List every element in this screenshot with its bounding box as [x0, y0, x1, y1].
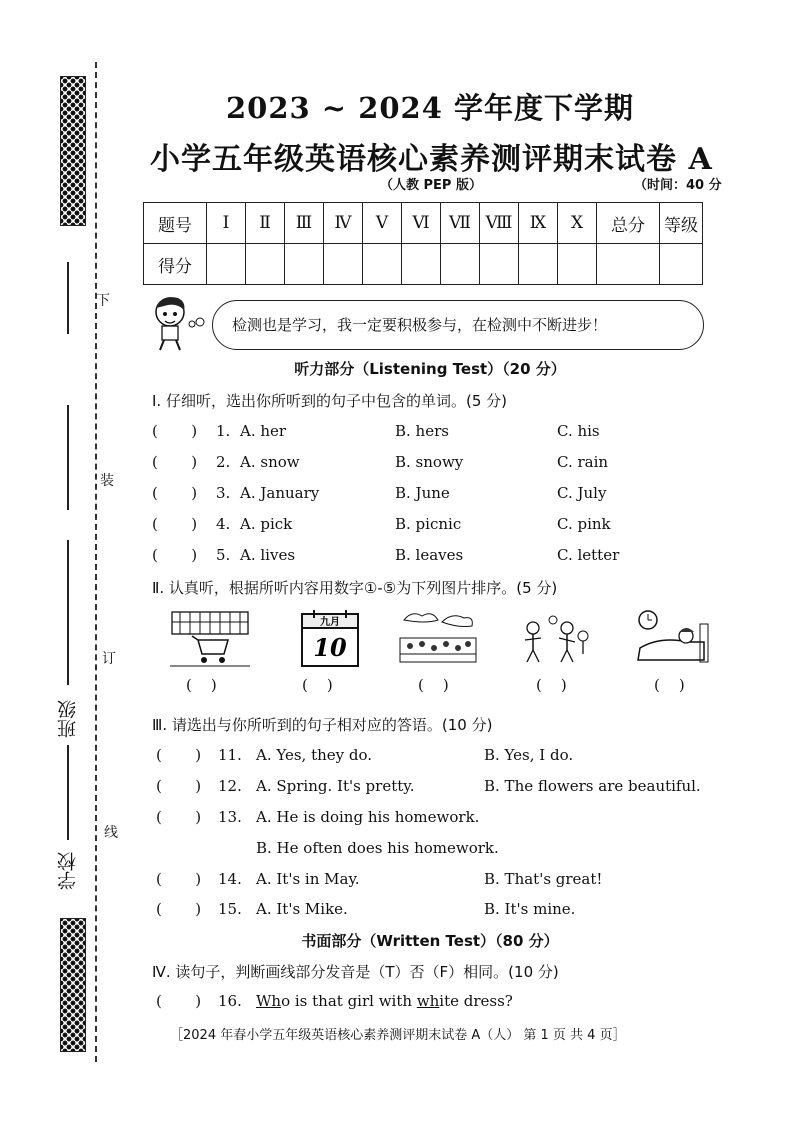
- picture-2-answer-blank[interactable]: ( ): [302, 676, 333, 694]
- option-c: C. his: [557, 422, 600, 440]
- score-cell[interactable]: [480, 244, 519, 285]
- exam-title: 小学五年级英语核心素养测评期末试卷 A: [150, 142, 713, 177]
- score-cell[interactable]: [246, 244, 285, 285]
- option-a: A. her: [240, 422, 287, 440]
- score-col: Ⅳ: [324, 203, 363, 244]
- score-col: Ⅰ: [207, 203, 246, 244]
- mascot-boy-illustration: [142, 292, 212, 354]
- answer-blank[interactable]: ( ): [152, 484, 198, 502]
- underlined-sound-2: wh: [416, 992, 440, 1010]
- option-c: C. rain: [557, 453, 609, 471]
- question-number: 12.: [218, 777, 242, 795]
- calendar-picture: [290, 608, 370, 668]
- calendar-month-text: 九月: [320, 617, 340, 628]
- part2-instructions: Ⅱ. 认真听，根据所听内容用数字①-⑤为下列图片排序。(5 分): [152, 579, 558, 597]
- option-a: A. pick: [240, 515, 293, 533]
- option-c: C. July: [557, 484, 607, 502]
- question-row: [152, 900, 712, 922]
- score-cell[interactable]: [597, 244, 660, 285]
- question-row: [152, 515, 712, 537]
- part1-instructions: Ⅰ. 仔细听，选出你所听到的句子中包含的单词。(5 分): [152, 392, 507, 410]
- score-cell[interactable]: [285, 244, 324, 285]
- answer-blank[interactable]: ( ): [152, 546, 198, 564]
- score-table-row1-label: 题号: [144, 203, 207, 244]
- edition-label: （人教 PEP 版）: [380, 178, 482, 193]
- answer-blank[interactable]: ( ): [156, 992, 202, 1010]
- answer-blank[interactable]: ( ): [156, 870, 202, 888]
- motto-text: 检测也是学习，我一定要积极参与，在检测中不断进步！: [232, 316, 608, 334]
- score-table-row2-label: 得分: [144, 244, 207, 285]
- score-col: Ⅶ: [441, 203, 480, 244]
- question-row: [152, 453, 712, 475]
- question-number: 1.: [216, 422, 231, 440]
- binding-char-ding: 订: [102, 651, 116, 667]
- written-section-title: 书面部分（Written Test）（80 分）: [301, 932, 559, 950]
- question-number: 2.: [216, 453, 231, 471]
- option-b: B. Yes, I do.: [484, 746, 574, 764]
- score-col: Ⅴ: [363, 203, 402, 244]
- score-col: Ⅵ: [402, 203, 441, 244]
- question-number: 15.: [218, 900, 242, 918]
- score-cell[interactable]: [558, 244, 597, 285]
- answer-blank[interactable]: ( ): [152, 515, 198, 533]
- part3-instructions: Ⅲ. 请选出与你所听到的句子相对应的答语。(10 分): [152, 716, 493, 734]
- picture-5-answer-blank[interactable]: ( ): [654, 676, 685, 694]
- option-a: A. It's in May.: [256, 870, 360, 888]
- question-row: [152, 546, 712, 568]
- option-c: C. letter: [557, 546, 620, 564]
- score-col-grade: 等级: [660, 203, 703, 244]
- score-col: Ⅸ: [519, 203, 558, 244]
- part4-instructions: Ⅳ. 读句子，判断画线部分发音是（T）否（F）相同。(10 分): [152, 963, 559, 981]
- answer-blank[interactable]: ( ): [152, 453, 198, 471]
- question-row: [152, 992, 712, 1014]
- listening-section-title: 听力部分（Listening Test）（20 分）: [294, 360, 566, 378]
- option-b: B. That's great!: [484, 870, 603, 888]
- question-row: [152, 422, 712, 444]
- option-b: B. June: [395, 484, 450, 502]
- binding-char-xia: 下: [96, 293, 110, 309]
- binding-char-xian: 线: [104, 825, 118, 841]
- question-row: [152, 484, 712, 506]
- question-row: [152, 870, 712, 892]
- score-table-header-row: [144, 203, 703, 244]
- option-a: A. January: [240, 484, 320, 502]
- underlined-sound-1: Wh: [256, 992, 282, 1010]
- score-cell[interactable]: [363, 244, 402, 285]
- score-cell[interactable]: [519, 244, 558, 285]
- binding-pattern-bottom: [60, 918, 86, 1052]
- question-number: 4.: [216, 515, 231, 533]
- option-b: B. picnic: [395, 515, 462, 533]
- option-b: B. hers: [395, 422, 449, 440]
- option-b: B. snowy: [395, 453, 464, 471]
- score-cell[interactable]: [441, 244, 480, 285]
- score-col: Ⅹ: [558, 203, 597, 244]
- score-cell[interactable]: [402, 244, 441, 285]
- picnic-park-picture: [398, 608, 478, 668]
- binding-blank-2: [67, 405, 69, 510]
- binding-blank-3: [67, 540, 69, 685]
- binding-blank-4: [67, 745, 69, 840]
- children-playing-picture: [515, 608, 595, 668]
- binding-pattern-top: [60, 76, 86, 226]
- option-b: B. leaves: [395, 546, 464, 564]
- score-cell[interactable]: [207, 244, 246, 285]
- question-number: 5.: [216, 546, 231, 564]
- option-a: A. lives: [240, 546, 296, 564]
- binding-class-label: 班级: [57, 700, 79, 738]
- score-table-score-row: [144, 244, 703, 285]
- calendar-day-text: 10: [313, 633, 347, 662]
- score-col: Ⅱ: [246, 203, 285, 244]
- score-cell[interactable]: [660, 244, 703, 285]
- question-number: 13.: [218, 808, 242, 826]
- picture-1-answer-blank[interactable]: ( ): [186, 676, 217, 694]
- score-cell[interactable]: [324, 244, 363, 285]
- option-a: A. Spring. It's pretty.: [256, 777, 415, 795]
- sentence-part: o is that girl with: [281, 992, 417, 1010]
- question-number: 14.: [218, 870, 242, 888]
- question-number: 16.: [218, 992, 242, 1010]
- supermarket-cart-picture: [170, 608, 250, 668]
- option-a: A. snow: [240, 453, 300, 471]
- binding-blank-1: [67, 262, 69, 334]
- score-col: Ⅲ: [285, 203, 324, 244]
- picture-4-answer-blank[interactable]: ( ): [536, 676, 567, 694]
- question-row: [152, 808, 712, 830]
- answer-blank[interactable]: ( ): [156, 808, 202, 826]
- question-row: [152, 746, 712, 768]
- sleeping-child-picture: [630, 608, 710, 668]
- question-16-sentence: [256, 992, 513, 1010]
- question-number: 3.: [216, 484, 231, 502]
- question-number: 11.: [218, 746, 242, 764]
- option-a: A. It's Mike.: [256, 900, 348, 918]
- option-a: A. Yes, they do.: [256, 746, 373, 764]
- exam-year-title: 2023 ~ 2024 学年度下学期: [225, 91, 634, 125]
- option-b: B. The flowers are beautiful.: [484, 777, 701, 795]
- time-label: （时间：40 分: [634, 178, 722, 193]
- binding-school-label: 学校: [57, 852, 79, 890]
- page-footer: ［2024 年春小学五年级英语核心素养测评期末试卷 A（人） 第 1 页 共 4 页］: [170, 1028, 626, 1043]
- option-b: B. He often does his homework.: [256, 839, 499, 857]
- score-col-total: 总分: [597, 203, 660, 244]
- score-col: Ⅷ: [480, 203, 519, 244]
- option-a: A. He is doing his homework.: [256, 808, 480, 826]
- picture-3-answer-blank[interactable]: ( ): [418, 676, 449, 694]
- sentence-part: ite dress?: [439, 992, 513, 1010]
- binding-dashed-line: [95, 62, 97, 1062]
- question-row-continued: [152, 839, 712, 861]
- binding-char-zhuang: 装: [100, 473, 114, 489]
- answer-blank[interactable]: ( ): [156, 777, 202, 795]
- answer-blank[interactable]: ( ): [156, 900, 202, 918]
- score-table: [143, 202, 703, 285]
- option-b: B. It's mine.: [484, 900, 576, 918]
- answer-blank[interactable]: ( ): [152, 422, 198, 440]
- question-row: [152, 777, 712, 799]
- answer-blank[interactable]: ( ): [156, 746, 202, 764]
- option-c: C. pink: [557, 515, 611, 533]
